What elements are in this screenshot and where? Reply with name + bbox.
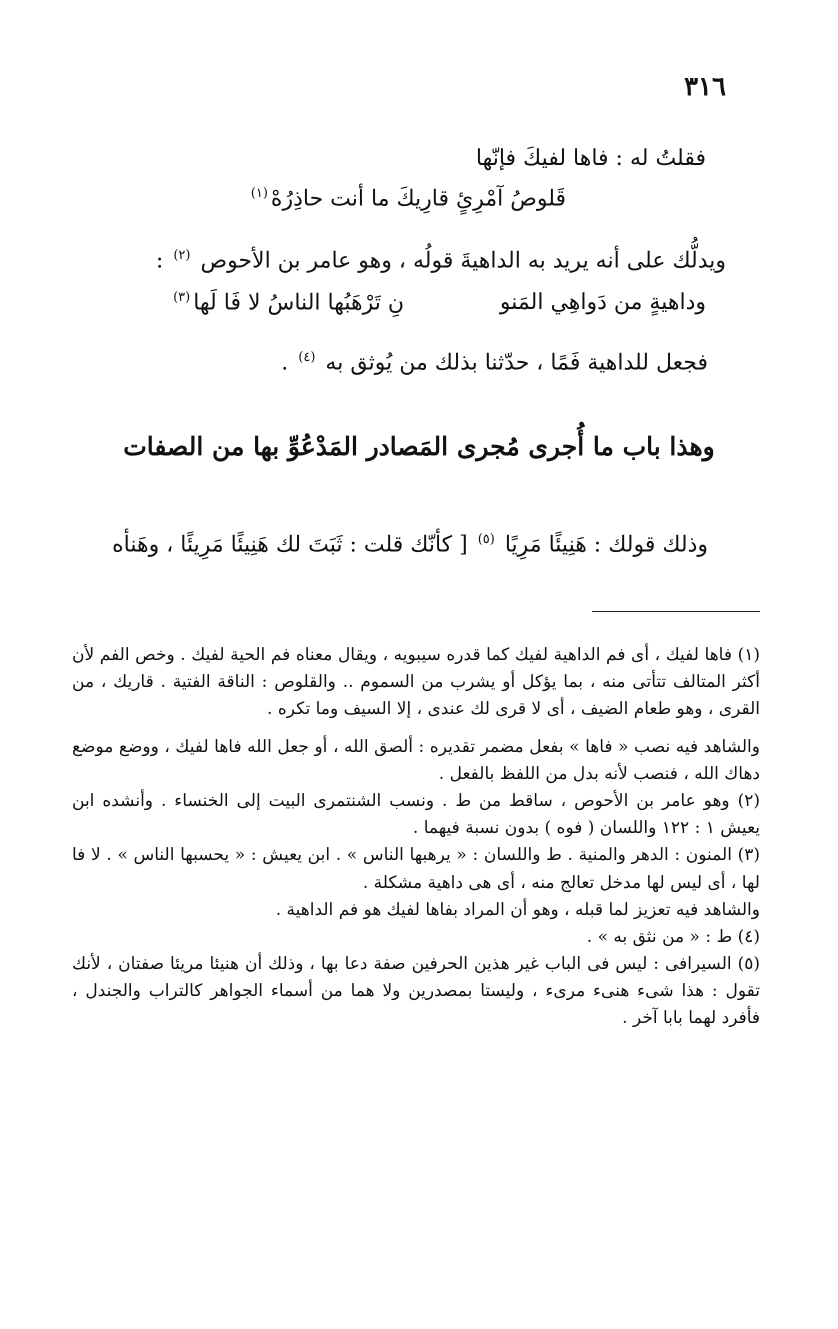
- footnote-1-shahid: والشاهد فيه نصب « فاها » بفعل مضمر تقديره : ألصق الله ، أو جعل الله فاها لفيك ، ووضع موضع دهاك الله ، فنصب لأنه بدل من اللفظ بالفعل .: [72, 736, 760, 784]
- footnote-ref-2: (٢): [173, 248, 191, 263]
- verse1-second: [248, 186, 566, 211]
- footnote-4: (٤) ط : « من نثق به » .: [586, 926, 760, 947]
- paragraph-1: [156, 248, 726, 273]
- verse1-second-text: قَلوصُ آمْرِئٍ قارِيكَ ما أنت حاذِرُهْ: [270, 186, 566, 212]
- page-number: ٣١٦: [684, 72, 726, 102]
- footnote-1: (١) فاها لفيك ، أى فم الداهية لفيك كما قدره سيبويه ، ويقال معناه فم الحية لفيك . وخص الفم لأن أكثر المتالف تتأتى منه ، بما يؤكل أو يشرب من السموم .. والقلوص : الناقة الفتية . قاريك ، من القرى ، وهو طعام الضيف ، أى لا قرى لك عندى ، إلا السيف وما تكره .: [72, 645, 760, 720]
- footnote-3: (٣) المنون : الدهر والمنية . ط واللسان : « يرهبها الناس » . ابن يعيش : « يحسبها الناس » . لا فا لها ، أى ليس لها مدخل تعالج منه ، أى هى داهية مشكلة .: [72, 845, 760, 893]
- paragraph-1-text: ويدلُّك على أنه يريد به الداهيةَ قولُه ، وهو عامر بن الأحوص: [200, 248, 726, 274]
- paragraph-1-tail: :: [155, 248, 171, 274]
- paragraph-3-tail: [ كأنّك قلت : ثَبَتَ لك هَنِيئًا مَرِيئًا ، وهَنأه: [112, 532, 475, 558]
- footnote-separator: [592, 611, 760, 612]
- footnote-5: (٥) السيرافى : ليس فى الباب غير هذين الحرفين صفة دعا بها ، وذلك أن هنيئا مريئا صفتان ، لأنك تقول : هذا شىء هنىء مرىء ، وليستا بمصدرين ولا هما من أسماء الجواهر كالتراب والجندل ، فأفرد لهما بابا آخر .: [72, 954, 760, 1029]
- footnote-ref-4: (٤): [298, 350, 316, 365]
- paragraph-2: [281, 350, 708, 375]
- verse1-intro: فقلتُ له : فاها لفيكَ فإنّها: [475, 146, 706, 171]
- footnote-2: (٢) وهو عامر بن الأحوص ، ساقط من ط . ونسب الشنتمرى البيت إلى الخنساء . وأنشده ابن يعيش ١ : ١٢٢ واللسان ( فوه ) بدون نسبة فيهما .: [72, 790, 760, 839]
- paragraph-2-text: فجعل للداهية فَمًا ، حدّثنا بذلك من يُوثق به: [325, 350, 708, 376]
- paragraph-3: [112, 532, 708, 557]
- paragraph-3-text: وذلك قولك : هَنِيئًا مَرِيًا: [504, 532, 708, 558]
- verse2-second-text: نِ تَرْهَبُها الناسُ لا فَا لَها: [193, 290, 404, 316]
- verse2-second: [170, 290, 404, 315]
- footnote-ref-5: (٥): [477, 532, 495, 547]
- section-heading: وهذا باب ما أُجرى مُجرى المَصادر المَدْعُوِّ بها من الصفات: [123, 432, 715, 461]
- verse2-first: وداهيةٍ من دَواهِي المَنو: [499, 290, 706, 315]
- paragraph-2-tail: .: [281, 350, 296, 376]
- footnote-ref-3: (٣): [173, 290, 191, 305]
- footnotes: [72, 642, 760, 1033]
- footnote-3-shahid: والشاهد فيه تعزيز لما قبله ، وهو أن المراد بفاها لفيك هو فم الداهية .: [275, 899, 760, 920]
- footnote-ref-1: (١): [250, 186, 268, 201]
